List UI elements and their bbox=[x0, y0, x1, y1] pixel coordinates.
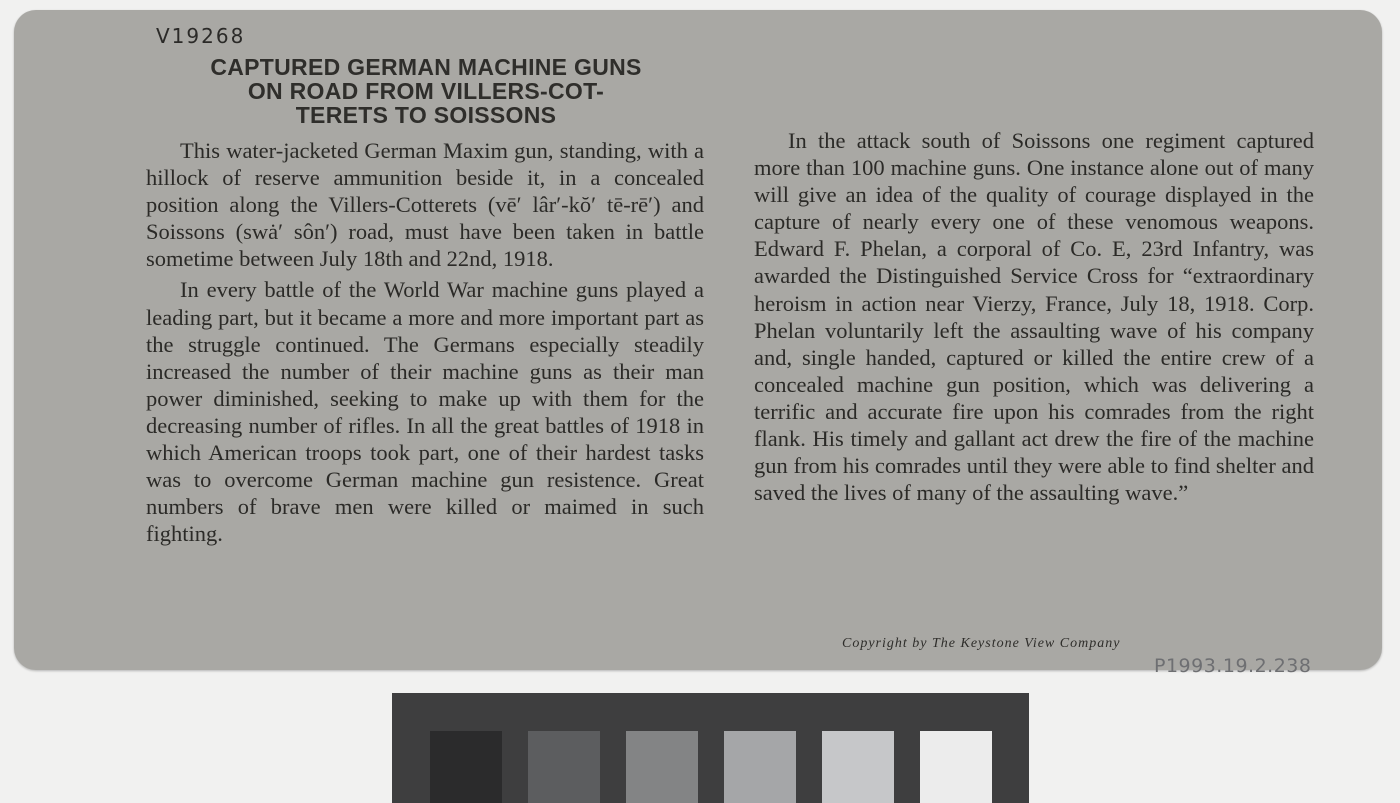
catalog-number: V19268 bbox=[156, 24, 246, 48]
color-calibration-chart bbox=[392, 693, 1029, 803]
stereo-card-back bbox=[14, 10, 1382, 677]
gray-swatch bbox=[528, 731, 600, 803]
title-line: ON ROAD FROM VILLERS-COT- bbox=[247, 78, 605, 104]
gray-swatch bbox=[626, 731, 698, 803]
gray-swatch bbox=[430, 731, 502, 803]
paragraph: In every battle of the World War machine guns played a leading part, but it became a more and more important part as the struggle continued. The Germans especially steadily increased the number of their machine guns as their man power diminished, seeking to make up with them for the decreasing number of rifles. In all the great battles of 1918 in which American troops took part, one of their hardest tasks was to overcome German machine gun resistence. Great numbers of brave men were killed or maimed in such fighting. bbox=[146, 277, 704, 547]
gray-swatch bbox=[920, 731, 992, 803]
title-line: TERETS TO SOISSONS bbox=[295, 102, 557, 128]
accession-number: P1993.19.2.238 bbox=[1154, 655, 1312, 677]
left-column bbox=[146, 137, 704, 551]
paragraph: In the attack south of Soissons one regiment captured more than 100 machine guns. One instance alone out of many will give an idea of the quality of courage displayed in the capture of nearly every one of these venomous weapons. Edward F. Phelan, a corporal of Co. E, 23rd Infantry, was awarded the Distinguished Service Cross for “extraordinary heroism in action near Vierzy, France, July 18, 1918. Corp. Phelan voluntarily left the assaulting wave of his company and, single handed, captured or killed the entire crew of a concealed machine gun position, which was delivering a terrific and accurate fire upon his comrades from the right flank. His timely and gallant act drew the fire of the machine gun from his comrades until they were able to find shelter and saved the lives of many of the assaulting wave.” bbox=[754, 128, 1314, 506]
gray-swatch bbox=[724, 731, 796, 803]
copyright-line: Copyright by The Keystone View Company bbox=[842, 636, 1121, 651]
gray-swatch bbox=[822, 731, 894, 803]
right-column bbox=[754, 127, 1314, 510]
paragraph: This water-jacketed German Maxim gun, standing, with a hillock of reserve ammunition beside it, in a concealed position along the Villers-Cotterets (vē′ lâr′-kŏ′ tē-rē′) and Soissons (swȧ′ sôn′) road, must have been taken in battle sometime between July 18th and 22nd, 1918. bbox=[146, 138, 704, 272]
title-line: CAPTURED GERMAN MACHINE GUNS bbox=[210, 54, 642, 80]
card-title bbox=[146, 55, 706, 127]
